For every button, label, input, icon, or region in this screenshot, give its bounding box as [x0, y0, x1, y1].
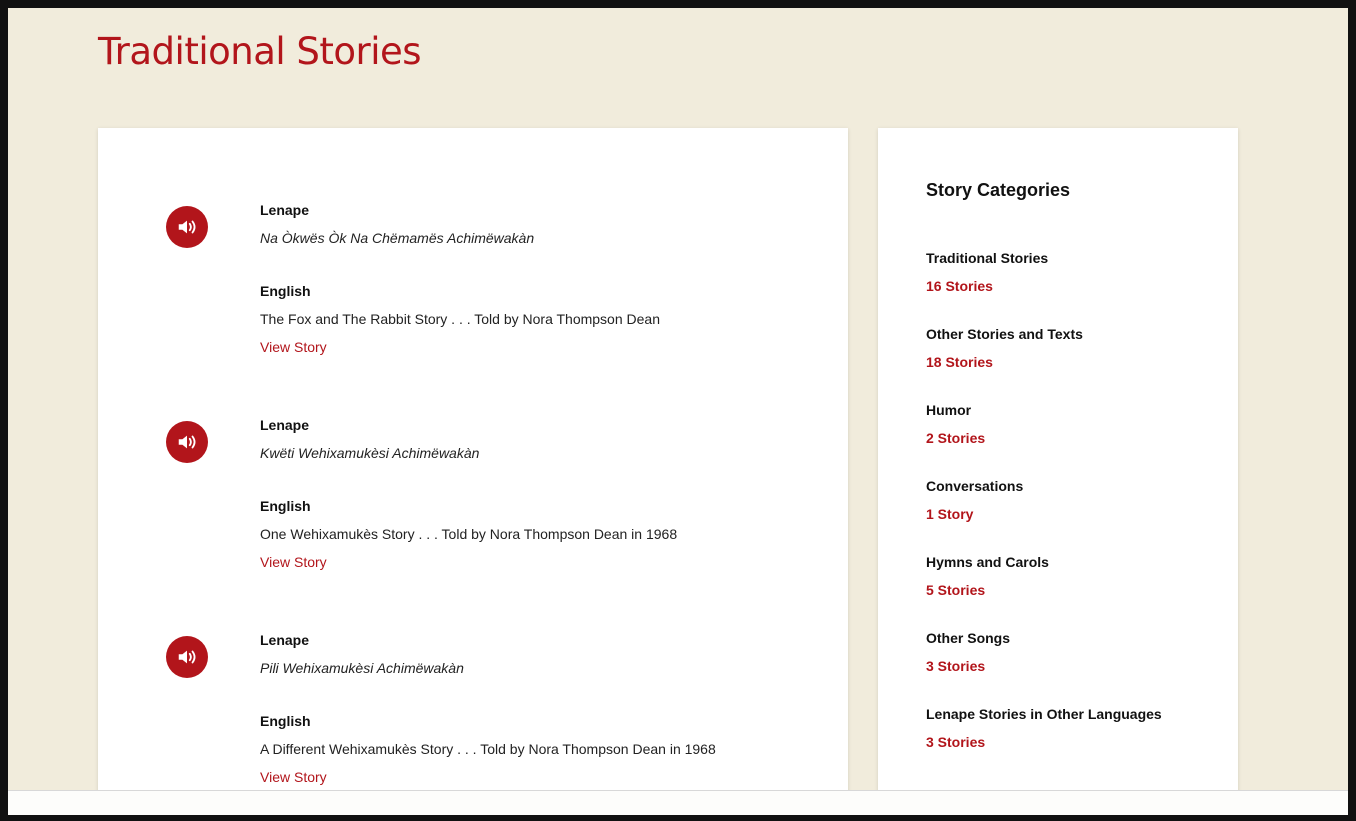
view-story-link[interactable]: View Story [260, 769, 327, 785]
english-label: English [260, 498, 311, 514]
lenape-title: Na Òkwës Òk Na Chëmamës Achimëwakàn [260, 230, 535, 246]
story-list-card [98, 128, 848, 790]
view-story-link[interactable]: View Story [260, 339, 327, 355]
category-count-link[interactable]: 1 Story [926, 506, 974, 522]
english-title: The Fox and The Rabbit Story . . . Told by Nora Thompson Dean [260, 311, 660, 327]
page-title: Traditional Stories [98, 30, 422, 73]
category-count-link[interactable]: 5 Stories [926, 582, 986, 598]
window-bottom-bar [8, 790, 1348, 815]
english-label: English [260, 283, 311, 299]
story-item [98, 630, 848, 790]
lenape-label: Lenape [260, 632, 310, 648]
story-item [98, 415, 848, 615]
audio-play-button[interactable] [166, 206, 208, 248]
story-categories-sidebar [878, 128, 1238, 790]
audio-play-button[interactable] [166, 636, 208, 678]
lenape-label: Lenape [260, 417, 310, 433]
english-title: One Wehixamukès Story . . . Told by Nora Thompson Dean in 1968 [260, 526, 678, 542]
lenape-title: Kwëti Wehixamukèsi Achimëwakàn [260, 445, 480, 461]
category-name: Conversations [926, 478, 1024, 494]
page-viewport [8, 8, 1348, 790]
sidebar-title: Story Categories [926, 180, 1071, 200]
category-count-link[interactable]: 16 Stories [926, 278, 993, 294]
speaker-volume-icon [176, 216, 198, 238]
english-label: English [260, 713, 311, 729]
category-name: Lenape Stories in Other Languages [926, 706, 1162, 722]
category-name: Other Stories and Texts [926, 326, 1083, 342]
category-count-link[interactable]: 3 Stories [926, 734, 986, 750]
category-count-link[interactable]: 18 Stories [926, 354, 993, 370]
category-name: Traditional Stories [926, 250, 1049, 266]
view-story-link[interactable]: View Story [260, 554, 327, 570]
story-item [98, 200, 848, 400]
speaker-volume-icon [176, 646, 198, 668]
lenape-title: Pili Wehixamukèsi Achimëwakàn [260, 660, 464, 676]
lenape-label: Lenape [260, 202, 310, 218]
category-name: Hymns and Carols [926, 554, 1049, 570]
english-title: A Different Wehixamukès Story . . . Told by Nora Thompson Dean in 1968 [260, 741, 716, 757]
category-count-link[interactable]: 3 Stories [926, 658, 986, 674]
category-count-link[interactable]: 2 Stories [926, 430, 986, 446]
category-name: Other Songs [926, 630, 1011, 646]
audio-play-button[interactable] [166, 421, 208, 463]
speaker-volume-icon [176, 431, 198, 453]
category-name: Humor [926, 402, 972, 418]
